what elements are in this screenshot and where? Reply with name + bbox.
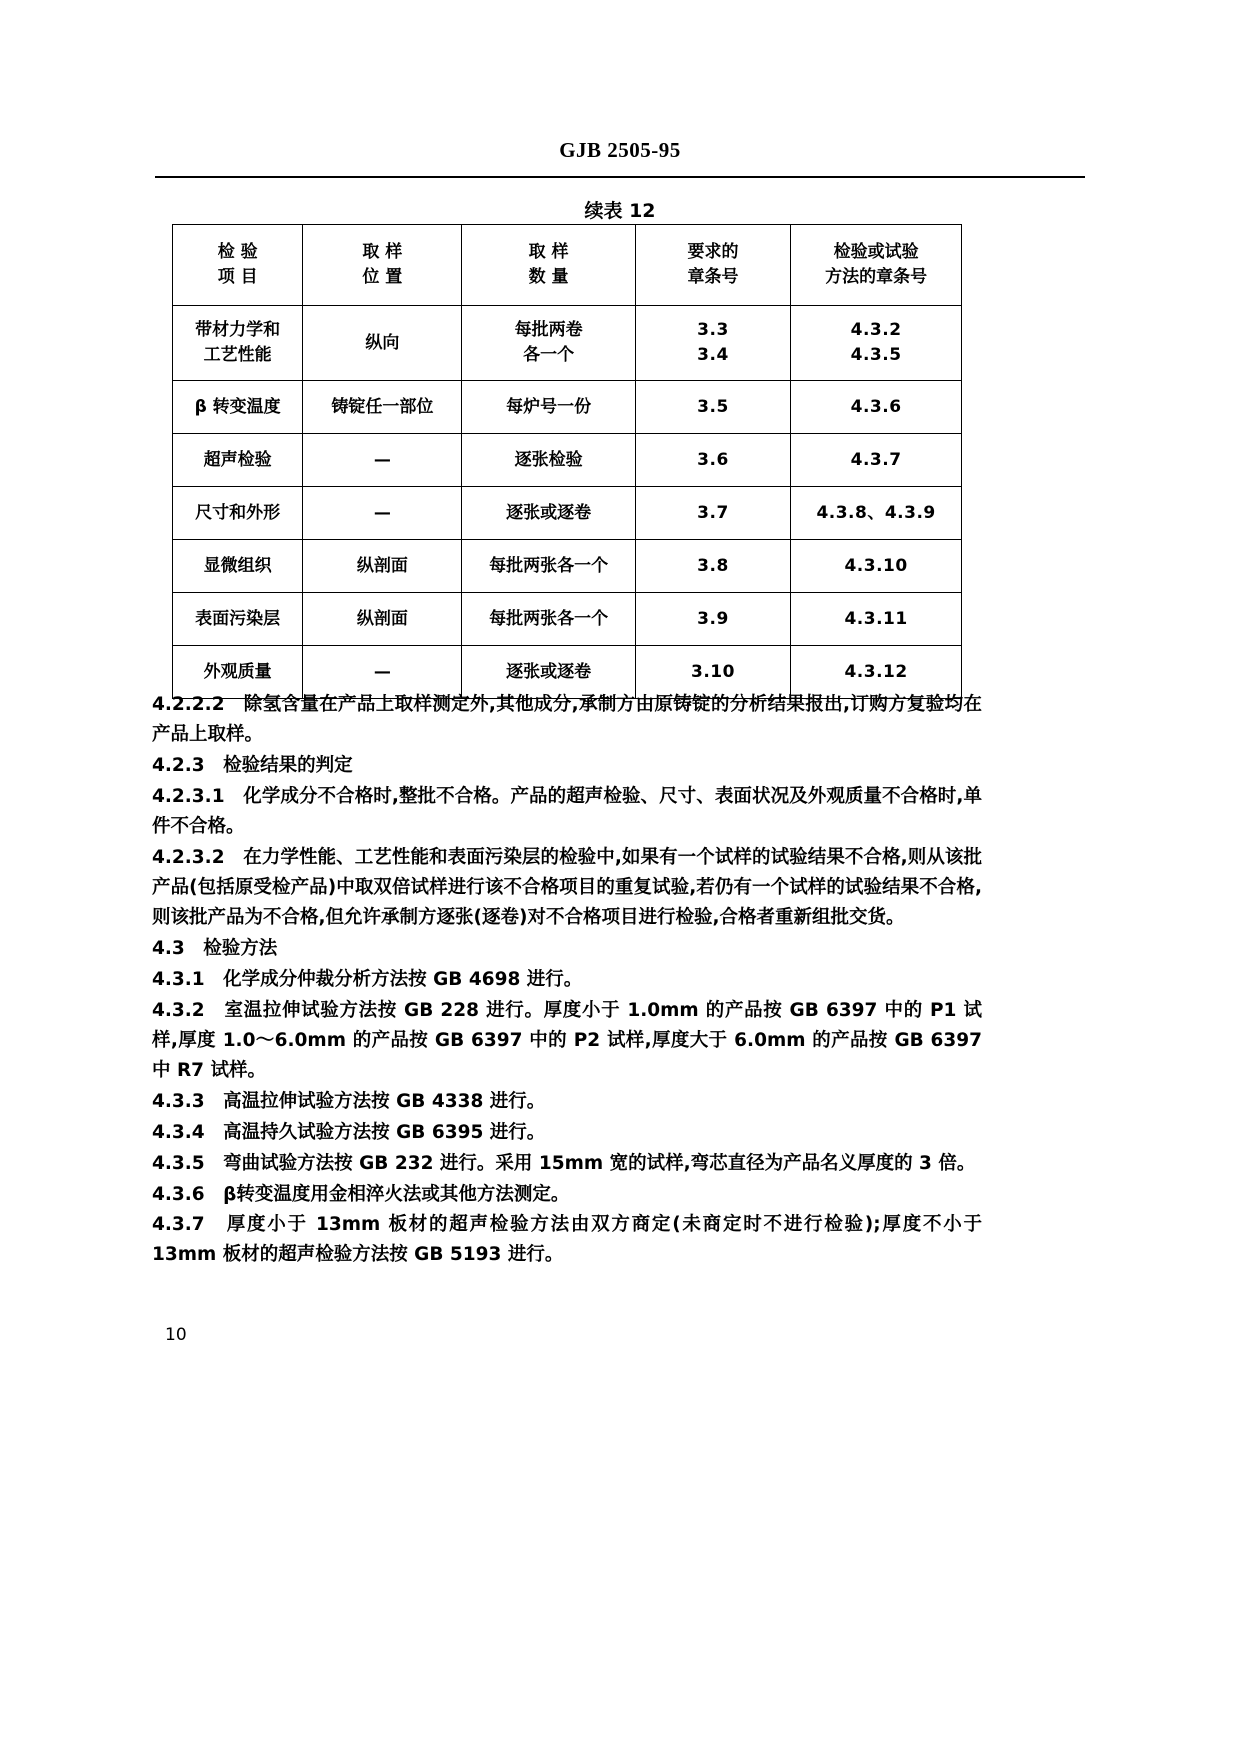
cell-requirement-line1: 3.3 [697,320,729,341]
cell-quantity-line2: 各一个 [523,345,575,365]
cell-quantity: 每批两张各一个 [462,540,635,593]
cell-item: 尺寸和外形 [173,487,303,540]
header-method-clause-line1: 检验或试验 [833,242,919,263]
table-row [173,593,962,646]
cell-requirement: 3.5 [635,381,790,434]
cell-quantity: 逐张或逐卷 [462,646,635,699]
cell-position: 纵剖面 [303,593,462,646]
cell-requirement: 3.6 [635,434,790,487]
cell-quantity: 每炉号一份 [462,381,635,434]
header-sampling-quantity-line2: 数 量 [528,267,569,287]
cell-requirement: 3.8 [635,540,790,593]
cell-position: — [303,646,462,699]
header-sampling-quantity-line1: 取 样 [528,242,569,263]
cell-item: 超声检验 [173,434,303,487]
header-sampling-position-line2: 位 置 [362,267,403,287]
table-row [173,487,962,540]
page-number: 10 [165,1325,187,1345]
cell-quantity: 每批两张各一个 [462,593,635,646]
cell-method [791,306,962,381]
cell-quantity: 逐张或逐卷 [462,487,635,540]
header-inspection-item-line2: 项 目 [217,267,258,287]
header-sampling-position [303,225,462,306]
cell-item: 外观质量 [173,646,303,699]
paragraph-4-3-6: 4.3.6 β转变温度用金相淬火法或其他方法测定。 [152,1183,570,1205]
body-content [152,690,982,1271]
paragraph-4-2-2-2: 4.2.2.2 除氢含量在产品上取样测定外,其他成分,承制方由原铸锭的分析结果报出,订购方复验均在产品上取样。 [152,694,982,745]
header-divider [155,176,1085,178]
paragraph-4-3-3: 4.3.3 高温拉伸试验方法按 GB 4338 进行。 [152,1090,546,1112]
paragraph-4-3-2: 4.3.2 室温拉伸试验方法按 GB 228 进行。厚度小于 1.0mm 的产品按 GB 6397 中的 P1 试样,厚度 1.0～6.0mm 的产品按 GB 6397 中的 P2 试样,厚度大于 6.0mm 的产品按 GB 6397 中 R7 试样。 [152,999,982,1081]
paragraph-4-3-5: 4.3.5 弯曲试验方法按 GB 232 进行。采用 15mm 宽的试样,弯芯直径为产品名义厚度的 3 倍。 [152,1152,976,1174]
heading-4-3: 4.3 检验方法 [152,937,278,959]
cell-quantity [462,306,635,381]
paragraph-4-2-3-1: 4.2.3.1 化学成分不合格时,整批不合格。产品的超声检验、尺寸、表面状况及外观质量不合格时,单件不合格。 [152,785,982,837]
cell-quantity-line1: 每批两卷 [514,320,583,341]
header-method-clause-line2: 方法的章条号 [825,267,928,287]
inspection-table [172,224,962,699]
cell-requirement: 3.9 [635,593,790,646]
cell-requirement: 3.10 [635,646,790,699]
table-caption: 续表 12 [584,200,656,222]
table-row [173,434,962,487]
cell-method: 4.3.6 [791,381,962,434]
cell-position: 纵向 [303,306,462,381]
cell-item: β 转变温度 [173,381,303,434]
cell-item-line1: 带材力学和 [195,320,281,341]
cell-position: 铸锭任一部位 [303,381,462,434]
cell-method-line2: 4.3.5 [850,345,902,365]
paragraph-4-2-3-2: 4.2.3.2 在力学性能、工艺性能和表面污染层的检验中,如果有一个试样的试验结果不合格,则从该批产品(包括原受检产品)中取双倍试样进行该不合格项目的重复试验,若仍有一个试样的试验结果不合格,则该批产品为不合格,但允许承制方逐张(逐卷)对不合格项目进行检验,合格者重新组批交货。 [152,846,982,928]
cell-item: 显微组织 [173,540,303,593]
header-method-clause [791,225,962,306]
cell-quantity: 逐张检验 [462,434,635,487]
header-inspection-item [173,225,303,306]
standard-number: GJB 2505-95 [559,138,681,162]
cell-item [173,306,303,381]
cell-requirement-line2: 3.4 [697,345,729,365]
cell-method-line1: 4.3.2 [850,320,902,341]
cell-method: 4.3.8、4.3.9 [791,487,962,540]
header-inspection-item-line1: 检 验 [217,242,258,263]
header-requirement-clause-line1: 要求的 [687,242,739,263]
paragraph-4-3-7: 4.3.7 厚度小于 13mm 板材的超声检验方法由双方商定(未商定时不进行检验);厚度不小于 13mm 板材的超声检验方法按 GB 5193 进行。 [152,1214,982,1266]
cell-item-line2: 工艺性能 [203,345,272,365]
cell-method: 4.3.11 [791,593,962,646]
header-requirement-clause-line2: 章条号 [687,267,739,287]
table-row [173,306,962,381]
cell-position: — [303,487,462,540]
header-requirement-clause [635,225,790,306]
header-sampling-position-line1: 取 样 [362,242,403,263]
inspection-table-wrapper [172,224,962,699]
cell-method: 4.3.7 [791,434,962,487]
header-sampling-quantity [462,225,635,306]
table-row [173,540,962,593]
cell-position: 纵剖面 [303,540,462,593]
cell-method: 4.3.10 [791,540,962,593]
paragraph-4-3-1: 4.3.1 化学成分仲裁分析方法按 GB 4698 进行。 [152,968,583,990]
cell-requirement: 3.7 [635,487,790,540]
cell-method: 4.3.12 [791,646,962,699]
heading-4-2-3: 4.2.3 检验结果的判定 [152,754,353,776]
paragraph-4-3-4: 4.3.4 高温持久试验方法按 GB 6395 进行。 [152,1121,546,1143]
table-row [173,381,962,434]
page-header [155,138,1085,163]
table-header-row [173,225,962,306]
cell-requirement [635,306,790,381]
cell-position: — [303,434,462,487]
cell-item: 表面污染层 [173,593,303,646]
